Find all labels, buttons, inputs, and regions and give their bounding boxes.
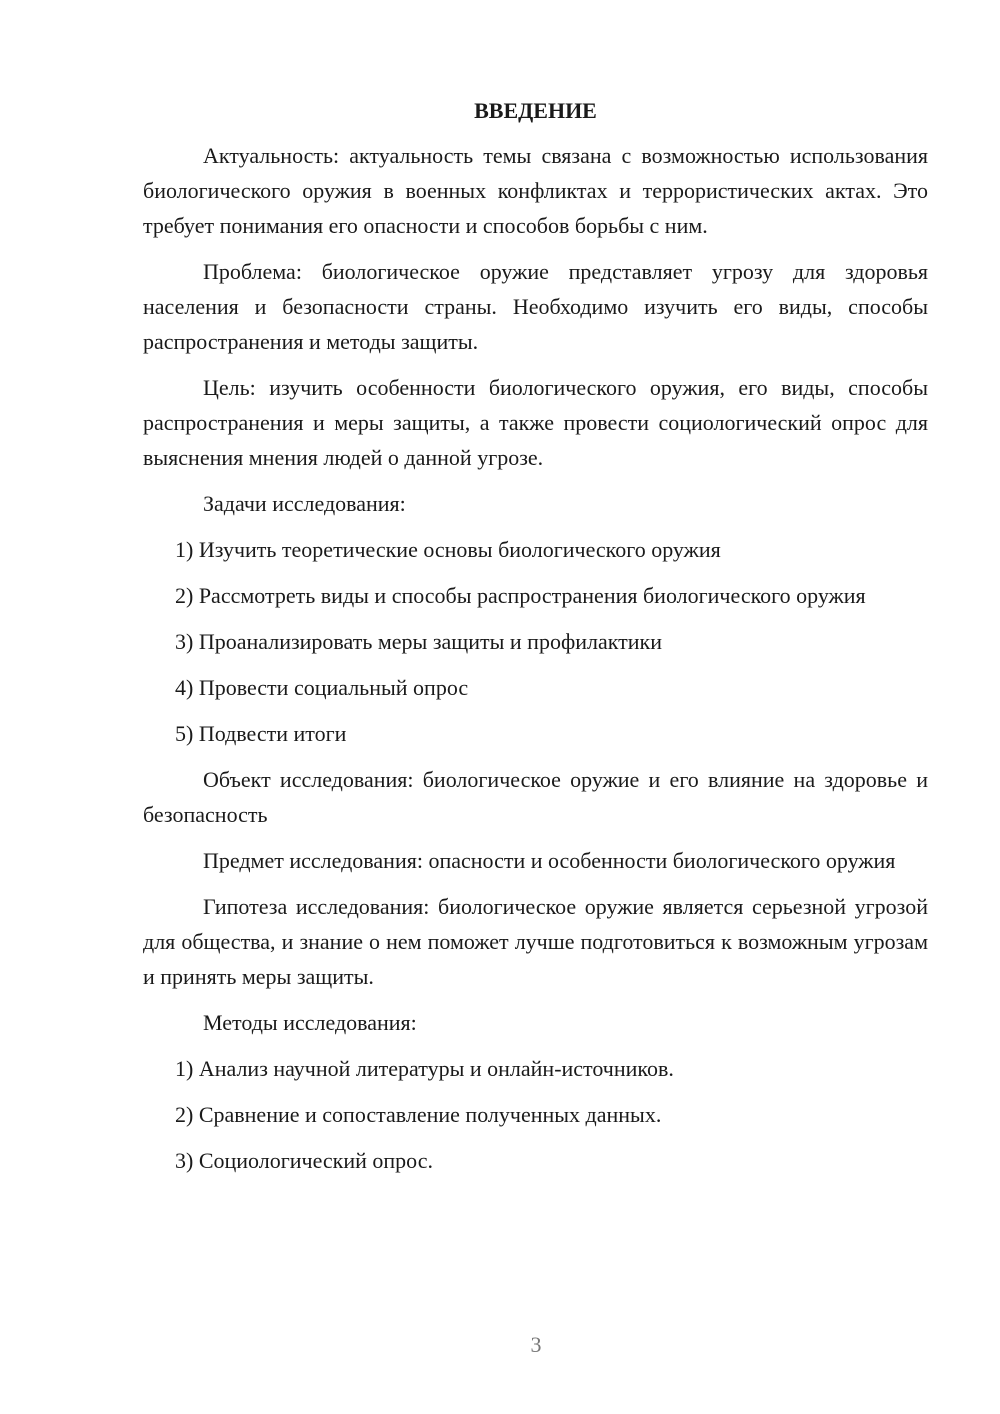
page-number: 3	[530, 1332, 542, 1357]
method-item-2: 2) Сравнение и сопоставление полученных данных.	[175, 1102, 662, 1127]
task-item-5: 5) Подвести итоги	[175, 721, 347, 746]
hypothesis-paragraph: Гипотеза исследования: биологическое оружие является серьезной угрозой для общества, и знание о нем поможет лучше подготовиться к возможным угрозам и принять меры защиты.	[143, 894, 928, 989]
method-item-3: 3) Социологический опрос.	[175, 1148, 433, 1173]
task-item-3: 3) Проанализировать меры защиты и профилактики	[175, 629, 662, 654]
subject-paragraph: Предмет исследования: опасности и особенности биологического оружия	[203, 848, 896, 873]
task-item-4: 4) Провести социальный опрос	[175, 675, 469, 700]
goal-paragraph: Цель: изучить особенности биологического оружия, его виды, способы распространения и меры защиты, а также провести социологический опрос для выяснения мнения людей о данной угрозе.	[143, 375, 928, 470]
object-paragraph: Объект исследования: биологическое оружие и его влияние на здоровье и безопасность	[143, 767, 928, 827]
page-title: ВВЕДЕНИЕ	[474, 98, 597, 123]
task-item-1: 1) Изучить теоретические основы биологического оружия	[175, 537, 721, 562]
task-item-2: 2) Рассмотреть виды и способы распространения биологического оружия	[175, 583, 866, 608]
page-content	[143, 93, 928, 1189]
relevance-paragraph: Актуальность: актуальность темы связана с возможностью использования биологического оружия в военных конфликтах и террористических актах. Это требует понимания его опасности и способов борьбы с ним.	[143, 143, 928, 238]
problem-paragraph: Проблема: биологическое оружие представляет угрозу для здоровья населения и безопасности страны. Необходимо изучить его виды, способы распространения и методы защиты.	[143, 259, 928, 354]
methods-heading: Методы исследования:	[203, 1010, 417, 1035]
tasks-heading: Задачи исследования:	[203, 491, 406, 516]
method-item-1: 1) Анализ научной литературы и онлайн-источников.	[175, 1056, 674, 1081]
